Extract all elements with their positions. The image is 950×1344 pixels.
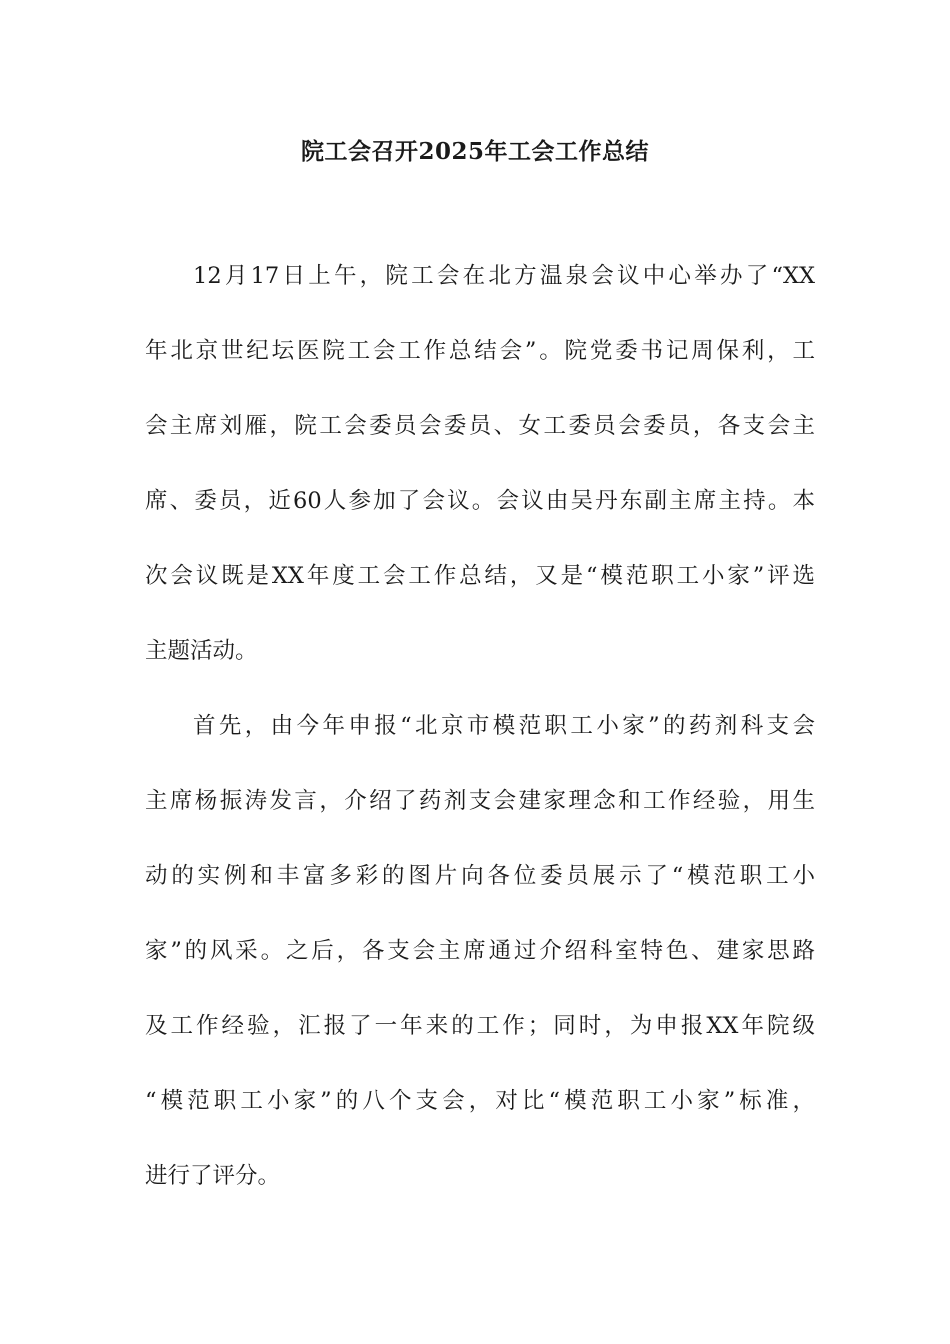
- paragraph-2-line-3: 动的实例和丰富多彩的图片向各位委员展示了“模范职工小: [145, 863, 815, 889]
- paragraph-2-line-4: 家”的风采。之后，各支会主席通过介绍科室特色、建家思路: [145, 938, 815, 964]
- paragraph-1-line-3: 会主席刘雁，院工会委员会委员、女工委员会委员，各支会主: [145, 413, 815, 439]
- paragraph-2-line-2: 主席杨振涛发言，介绍了药剂支会建家理念和工作经验，用生: [145, 788, 815, 814]
- paragraph-1-line-1: 12月17日上午，院工会在北方温泉会议中心举办了“XX: [193, 263, 815, 289]
- paragraph-2-line-5: 及工作经验，汇报了一年来的工作；同时，为申报XX年院级: [145, 1013, 815, 1039]
- paragraph-2-line-1: 首先，由今年申报“北京市模范职工小家”的药剂科支会: [193, 713, 815, 739]
- document-title: 院工会召开2025年工会工作总结: [300, 138, 649, 165]
- paragraph-2-line-7: 进行了评分。: [145, 1163, 281, 1189]
- paragraph-1-line-5: 次会议既是XX年度工会工作总结，又是“模范职工小家”评选: [145, 563, 815, 589]
- paragraph-2-line-6: “模范职工小家”的八个支会，对比“模范职工小家”标准，: [145, 1088, 815, 1114]
- paragraph-1-line-2: 年北京世纪坛医院工会工作总结会”。院党委书记周保利，工: [145, 338, 815, 364]
- paragraph-1-line-4: 席、委员，近60人参加了会议。会议由吴丹东副主席主持。本: [145, 488, 815, 514]
- paragraph-1-line-6: 主题活动。: [145, 638, 258, 664]
